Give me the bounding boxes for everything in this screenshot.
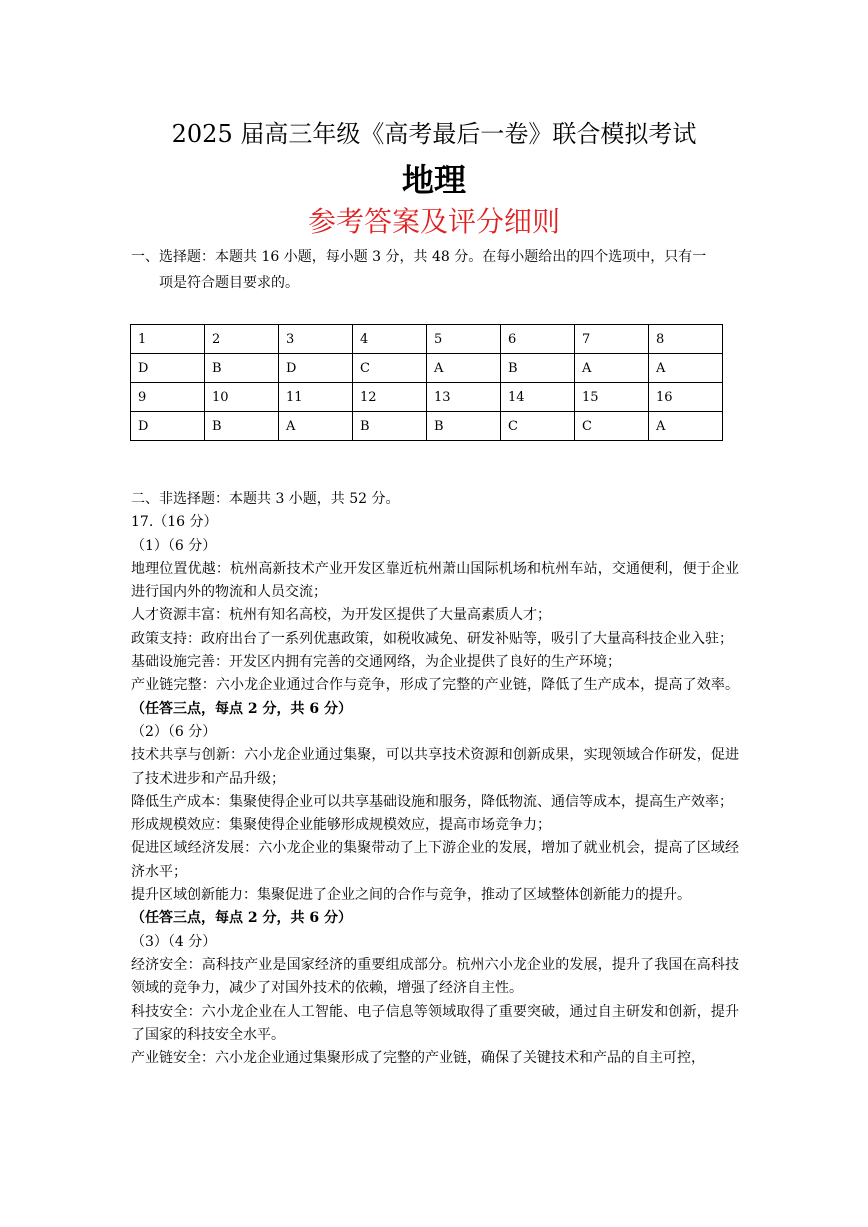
content-paragraph (131, 884, 739, 907)
table-cell: 1 (131, 325, 205, 354)
subject-title: 地理 (401, 161, 466, 199)
table-cell: A (649, 354, 723, 383)
paragraph-text: 地理位置优越：杭州高新技术产业开发区靠近杭州萧山国际机场和杭州车站，交通便利，便于企业进行国内外的物流和人员交流； (131, 560, 739, 601)
table-cell: 16 (649, 383, 723, 412)
paragraph-text: 基础设施完善：开发区内拥有完善的交通网络，为企业提供了良好的生产环境； (131, 654, 621, 671)
paragraph-text: 17.（16 分） (131, 514, 218, 531)
scoring-note: （任答三点，每点 2 分，共 6 分） (131, 700, 352, 717)
table-cell: 6 (501, 325, 575, 354)
content-paragraph (131, 744, 739, 791)
paragraph-text: 提升区域创新能力：集聚促进了企业之间的合作与竞争，推动了区域整体创新能力的提升。 (131, 887, 691, 904)
table-row (131, 383, 723, 412)
table-cell: C (353, 354, 427, 383)
content-paragraph (131, 931, 739, 954)
table-row (131, 412, 723, 441)
table-cell: 4 (353, 325, 427, 354)
content-paragraph (131, 837, 739, 884)
table-cell: 10 (205, 383, 279, 412)
table-cell: 8 (649, 325, 723, 354)
content-paragraph (131, 558, 739, 605)
table-cell: B (427, 412, 501, 441)
paragraph-text: 人才资源丰富：杭州有知名高校，为开发区提供了大量高素质人才； (131, 607, 551, 624)
content-paragraph (131, 814, 739, 837)
content-paragraph (131, 535, 739, 558)
table-cell: 14 (501, 383, 575, 412)
content-paragraph (131, 628, 739, 651)
answer-key-subtitle: 参考答案及评分细则 (307, 205, 560, 238)
table-cell: 15 (575, 383, 649, 412)
table-cell: D (131, 412, 205, 441)
table-cell: 2 (205, 325, 279, 354)
paragraph-text: （2）（6 分） (131, 723, 217, 740)
content-paragraph (131, 1047, 739, 1070)
paragraph-text: 技术共享与创新：六小龙企业通过集聚，可以共享技术资源和创新成果，实现领域合作研发，促进了技术进步和产品升级； (131, 747, 739, 787)
paragraph-text: 政策支持：政府出台了一系列优惠政策，如税收减免、研发补贴等，吸引了大量高科技企业入驻； (131, 630, 733, 647)
table-cell: B (353, 412, 427, 441)
paragraph-text: （1）（6 分） (131, 537, 217, 554)
paragraph-text: 产业链安全：六小龙企业通过集聚形成了完整的产业链，确保了关键技术和产品的自主可控， (131, 1050, 705, 1067)
table-row (131, 325, 723, 354)
section1-intro-line1: 一、选择题：本题共 16 小题，每小题 3 分，共 48 分。在每小题给出的四个选项中，只有一 (131, 249, 707, 265)
paragraph-text: （3）（4 分） (131, 933, 217, 950)
table-row (131, 354, 723, 383)
table-cell: C (501, 412, 575, 441)
table-cell: 9 (131, 383, 205, 412)
table-cell: D (131, 354, 205, 383)
table-cell: D (279, 354, 353, 383)
content-paragraph (131, 674, 739, 721)
choice-answer-table (130, 324, 723, 441)
section1-intro-line2: 项是符合题目要求的。 (159, 275, 299, 291)
content-paragraph (131, 791, 739, 814)
paragraph-text: 形成规模效应：集聚使得企业能够形成规模效应，提高市场竞争力； (131, 817, 551, 834)
table-cell: A (279, 412, 353, 441)
content-paragraph (131, 721, 739, 744)
section2-content (131, 488, 739, 1070)
table-cell: B (205, 412, 279, 441)
table-cell: B (205, 354, 279, 383)
paragraph-text: （任答三点，每点 2 分，共 6 分） (131, 910, 352, 927)
table-cell: 13 (427, 383, 501, 412)
content-paragraph (131, 1001, 739, 1048)
content-paragraph (131, 604, 739, 627)
paragraph-text: 产业链完整：六小龙企业通过合作与竞争，形成了完整的产业链，降低了生产成本，提高了效率。 (131, 677, 739, 694)
table-cell: 12 (353, 383, 427, 412)
content-paragraph (131, 907, 739, 930)
table-cell: A (427, 354, 501, 383)
paragraph-text: 科技安全：六小龙企业在人工智能、电子信息等领域取得了重要突破，通过自主研发和创新，提升了国家的科技安全水平。 (131, 1003, 739, 1043)
table-cell: 5 (427, 325, 501, 354)
content-paragraph (131, 954, 739, 1001)
table-cell: 7 (575, 325, 649, 354)
content-paragraph (131, 511, 739, 534)
table-cell: A (575, 354, 649, 383)
paragraph-text: 降低生产成本：集聚使得企业可以共享基础设施和服务，降低物流、通信等成本，提高生产效率； (131, 793, 733, 810)
paragraph-text: 促进区域经济发展：六小龙企业的集聚带动了上下游企业的发展，增加了就业机会，提高了区域经济水平； (131, 840, 739, 880)
paragraph-text: 经济安全：高科技产业是国家经济的重要组成部分。杭州六小龙企业的发展，提升了我国在高科技领域的竞争力，减少了对国外技术的依赖，增强了经济自主性。 (131, 956, 739, 997)
table-cell: A (649, 412, 723, 441)
content-paragraph (131, 651, 739, 674)
table-cell: 11 (279, 383, 353, 412)
table-cell: B (501, 354, 575, 383)
section1-intro (131, 244, 741, 296)
table-cell: 3 (279, 325, 353, 354)
paragraph-text: 二、非选择题：本题共 3 小题，共 52 分。 (131, 491, 400, 507)
exam-title: 2025 届高三年级《高考最后一卷》联合模拟考试 (171, 120, 697, 148)
table-cell: C (575, 412, 649, 441)
content-paragraph (131, 488, 739, 511)
